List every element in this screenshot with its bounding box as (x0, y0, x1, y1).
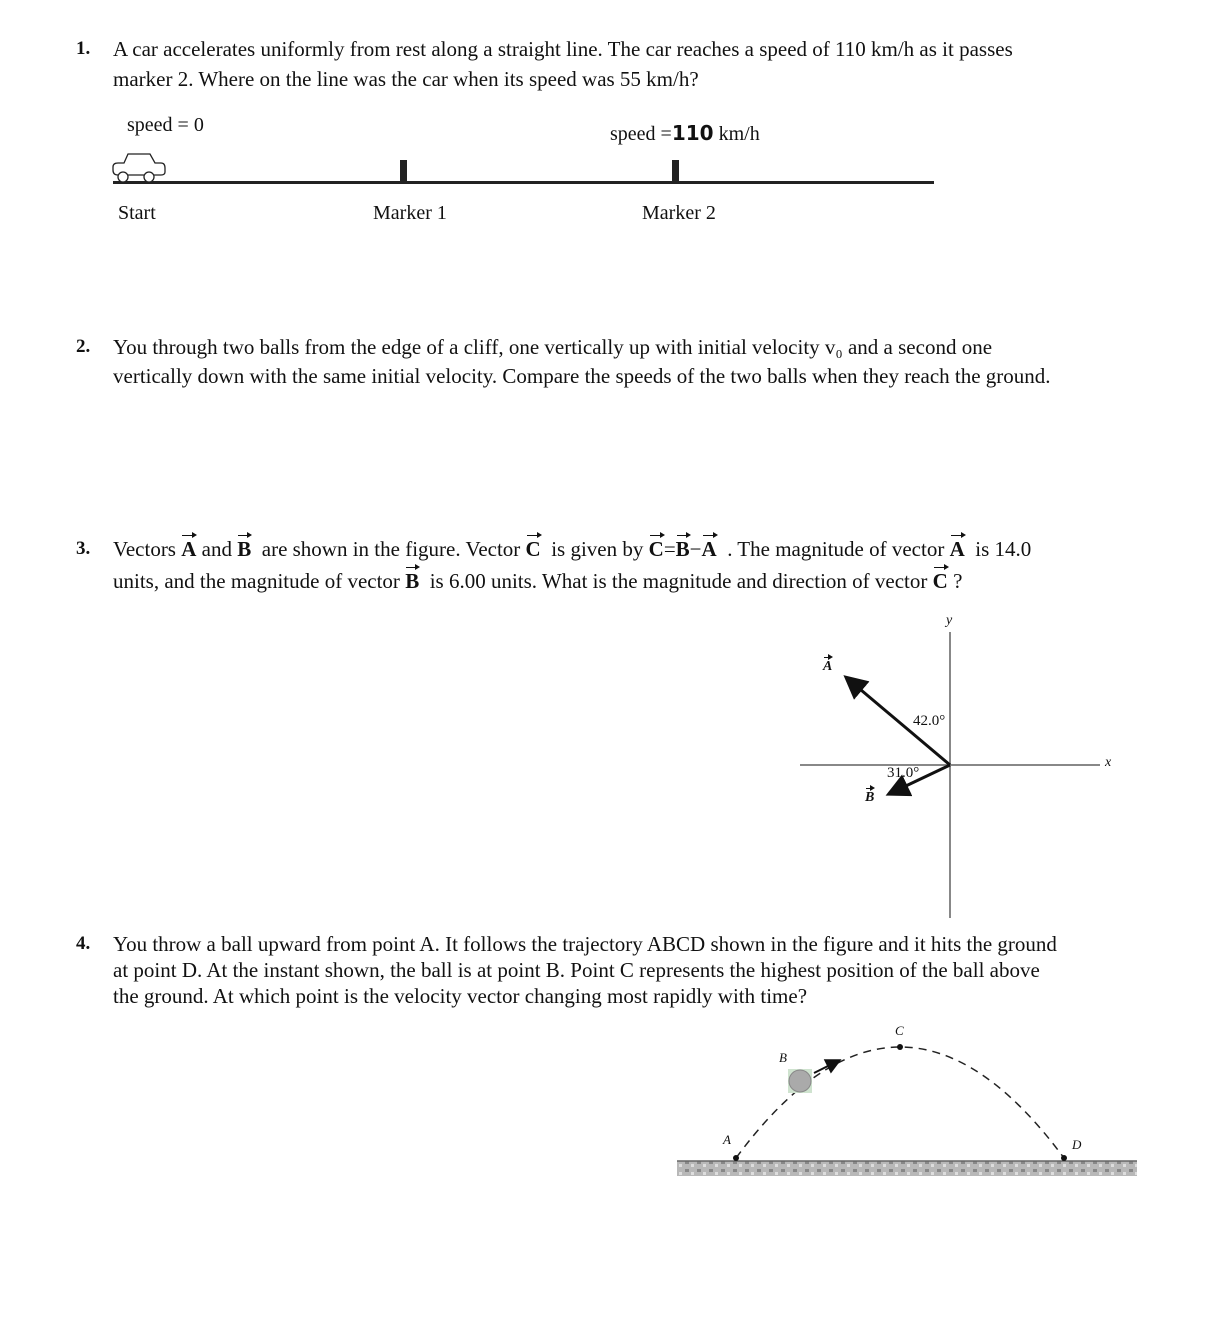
text-segment: Vectors (113, 537, 182, 561)
vector-c-symbol: C (648, 537, 664, 561)
speed-prefix: speed = (610, 123, 672, 145)
trajectory-diagram (677, 1044, 1137, 1176)
point-d-dot (1061, 1155, 1067, 1161)
question-4-number: 4. (76, 933, 91, 954)
vector-a-label: A (823, 659, 833, 674)
point-a-label: A (723, 1132, 731, 1147)
vector-b-symbol: B (237, 537, 252, 561)
question-3-text (113, 537, 1031, 561)
velocity-arrow (814, 1061, 838, 1073)
marker2-post (672, 160, 679, 182)
car-icon (113, 154, 165, 182)
speed-value: 110 (671, 121, 714, 145)
text-segment: ? (947, 569, 963, 593)
question-4-text: the ground. At which point is the velocity vector changing most rapidly with time? (113, 984, 808, 1008)
marker1-post (400, 160, 407, 182)
point-a-dot (733, 1155, 739, 1161)
marker1-label: Marker 1 (373, 202, 447, 224)
question-1-text: marker 2. Where on the line was the car when its speed was 55 km/h? (113, 67, 699, 91)
y-axis-label: y (946, 613, 953, 628)
text-segment: and (196, 537, 238, 561)
point-c-label: C (895, 1023, 904, 1038)
question-2-text: You through two balls from the edge of a cliff, one vertically up with initial velocity v₀ and a second one (113, 335, 993, 359)
track-line (113, 181, 934, 184)
vector-a-symbol: A (949, 537, 965, 561)
question-1-number: 1. (76, 38, 91, 59)
vector-diagram (800, 632, 1100, 918)
vector-c-symbol: C (525, 537, 541, 561)
question-4-text: at point D. At the instant shown, the ball is at point B. Point C represents the highest position of the ball above (113, 958, 1040, 982)
question-2-number: 2. (76, 336, 91, 357)
x-axis-label: x (1105, 755, 1112, 770)
angle-b-label: 31.0° (887, 765, 920, 781)
text-segment: is given by (540, 537, 649, 561)
angle-a-label: 42.0° (913, 713, 946, 729)
vector-b-label: B (865, 790, 875, 805)
text-segment: − (689, 537, 702, 561)
question-2-text: vertically down with the same initial velocity. Compare the speeds of the two balls when they reach the ground. (113, 364, 1051, 388)
vector-b-symbol: B (405, 569, 420, 593)
question-1-text: A car accelerates uniformly from rest along a straight line. The car reaches a speed of 110 km/h as it passes (113, 37, 1013, 61)
vector-c-symbol: C (932, 569, 948, 593)
vector-b-symbol: B (675, 537, 690, 561)
question-3-text (113, 569, 962, 593)
point-d-label: D (1072, 1137, 1082, 1152)
text-segment: is 6.00 units. What is the magnitude and direction of vector (419, 569, 933, 593)
question-3-number: 3. (76, 538, 91, 559)
point-c-dot (897, 1044, 903, 1050)
marker2-label: Marker 2 (642, 202, 716, 224)
vector-a-symbol: A (701, 537, 717, 561)
ball-icon (789, 1070, 811, 1092)
speed-unit: km/h (713, 123, 760, 145)
vector-a-symbol: A (181, 537, 197, 561)
track-diagram (113, 154, 934, 184)
text-segment: is 14.0 (964, 537, 1032, 561)
text-segment: are shown in the figure. Vector (251, 537, 526, 561)
ground (677, 1161, 1137, 1176)
question-4-text: You throw a ball upward from point A. It follows the trajectory ABCD shown in the figure and it hits the ground (113, 932, 1057, 956)
speed-start-label: speed = 0 (127, 114, 204, 136)
text-segment: units, and the magnitude of vector (113, 569, 406, 593)
text-segment: . The magnitude of vector (716, 537, 950, 561)
text-segment: = (663, 537, 676, 561)
start-label: Start (118, 202, 156, 224)
point-b-label: B (779, 1050, 787, 1065)
